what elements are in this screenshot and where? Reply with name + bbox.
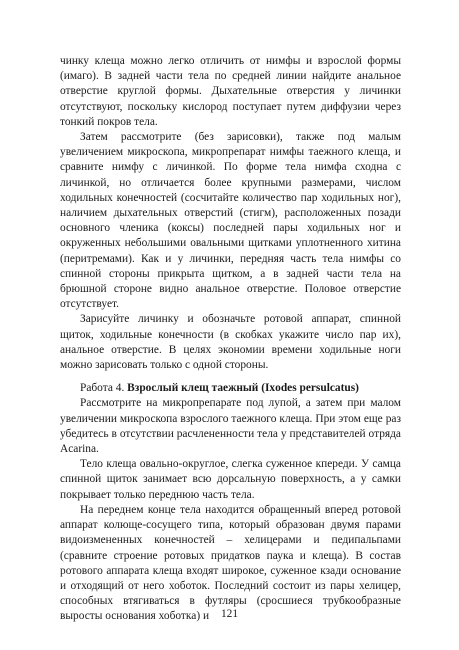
paragraph-adult-observation: Рассмотрите на микропрепарате под лупой, а затем при малом увеличении микроскопа взрослого таежного клеща. При этом еще раз убедитесь в отсутствии расчлененности тела у представителей отряда Acarina.	[60, 397, 401, 456]
paragraph-drawing-instructions: Зарисуйте личинку и обозначьте ротовой аппарат, спинной щиток, ходильные конечности (в скобках укажите число пар их), анальное отверстие. В целях экономии времени ходильные ноги можно зарисовать только с одной стороны.	[60, 313, 401, 372]
paragraph-nymph-description: Затем рассмотрите (без зарисовки), также под малым увеличением микроскопа, микропрепарат нимфы таежного клеща, и сравните нимфу с личинкой. По форме тела нимфа сходна с личинкой, но отличается более крупными размерами, числом ходильных конечностей (сосчитайте количество пар ходильных ног), наличием дыхательных отверстий (стигм), расположенных позади основного членика (коксы) последней пары ходильных ног и окруженных небольшими овальными щитками уплотненного хитина (перитремами). Как и у личинки, передняя часть тела нимфы со спинной стороны прикрыта щитком, а в задней части тела на брюшной стороне видно анальное отверстие. Половое отверстие отсутствует.	[60, 131, 401, 311]
paragraph-body-shape: Тело клеща овально-округлое, слегка суженное кпереди. У самца спинной щиток занимает всю дорсальную поверхность, а у самки покрывает только переднюю часть тела.	[60, 458, 401, 501]
section-label: Работа 4.	[80, 382, 125, 395]
paragraph-mouthparts: На переднем конце тела находится обращенный вперед ротовой аппарат колюще-сосущего типа, который образован двумя парами видоизмененных конечностей – хелицерами и педипальпами (сравните строение ротовых придатков паука и клеща). В состав ротового аппарата клеща входят широкое, суженное кзади основание и отходящий от него хоботок. Последний состоит из пары хелицер, способных втягиваться в футляры (сросшиеся трубкообразные выросты основания хоботка) и	[60, 503, 401, 623]
paragraph-larva-description: чинку клеща можно легко отличить от нимфы и взрослой формы (имаго). В задней части тела по средней линии найдите анальное отверстие круглой формы. Дыхательные отверстия у личинки отсутствуют, поскольку кислород поступает путем диффузии через тонкий покров тела.	[60, 55, 401, 128]
section-title: Взрослый клещ таежный (Ixodes persulcatus)	[127, 382, 359, 395]
page-body	[60, 54, 401, 625]
page-number: 121	[220, 608, 239, 620]
section-spacer	[60, 373, 401, 381]
section-heading	[60, 381, 401, 396]
